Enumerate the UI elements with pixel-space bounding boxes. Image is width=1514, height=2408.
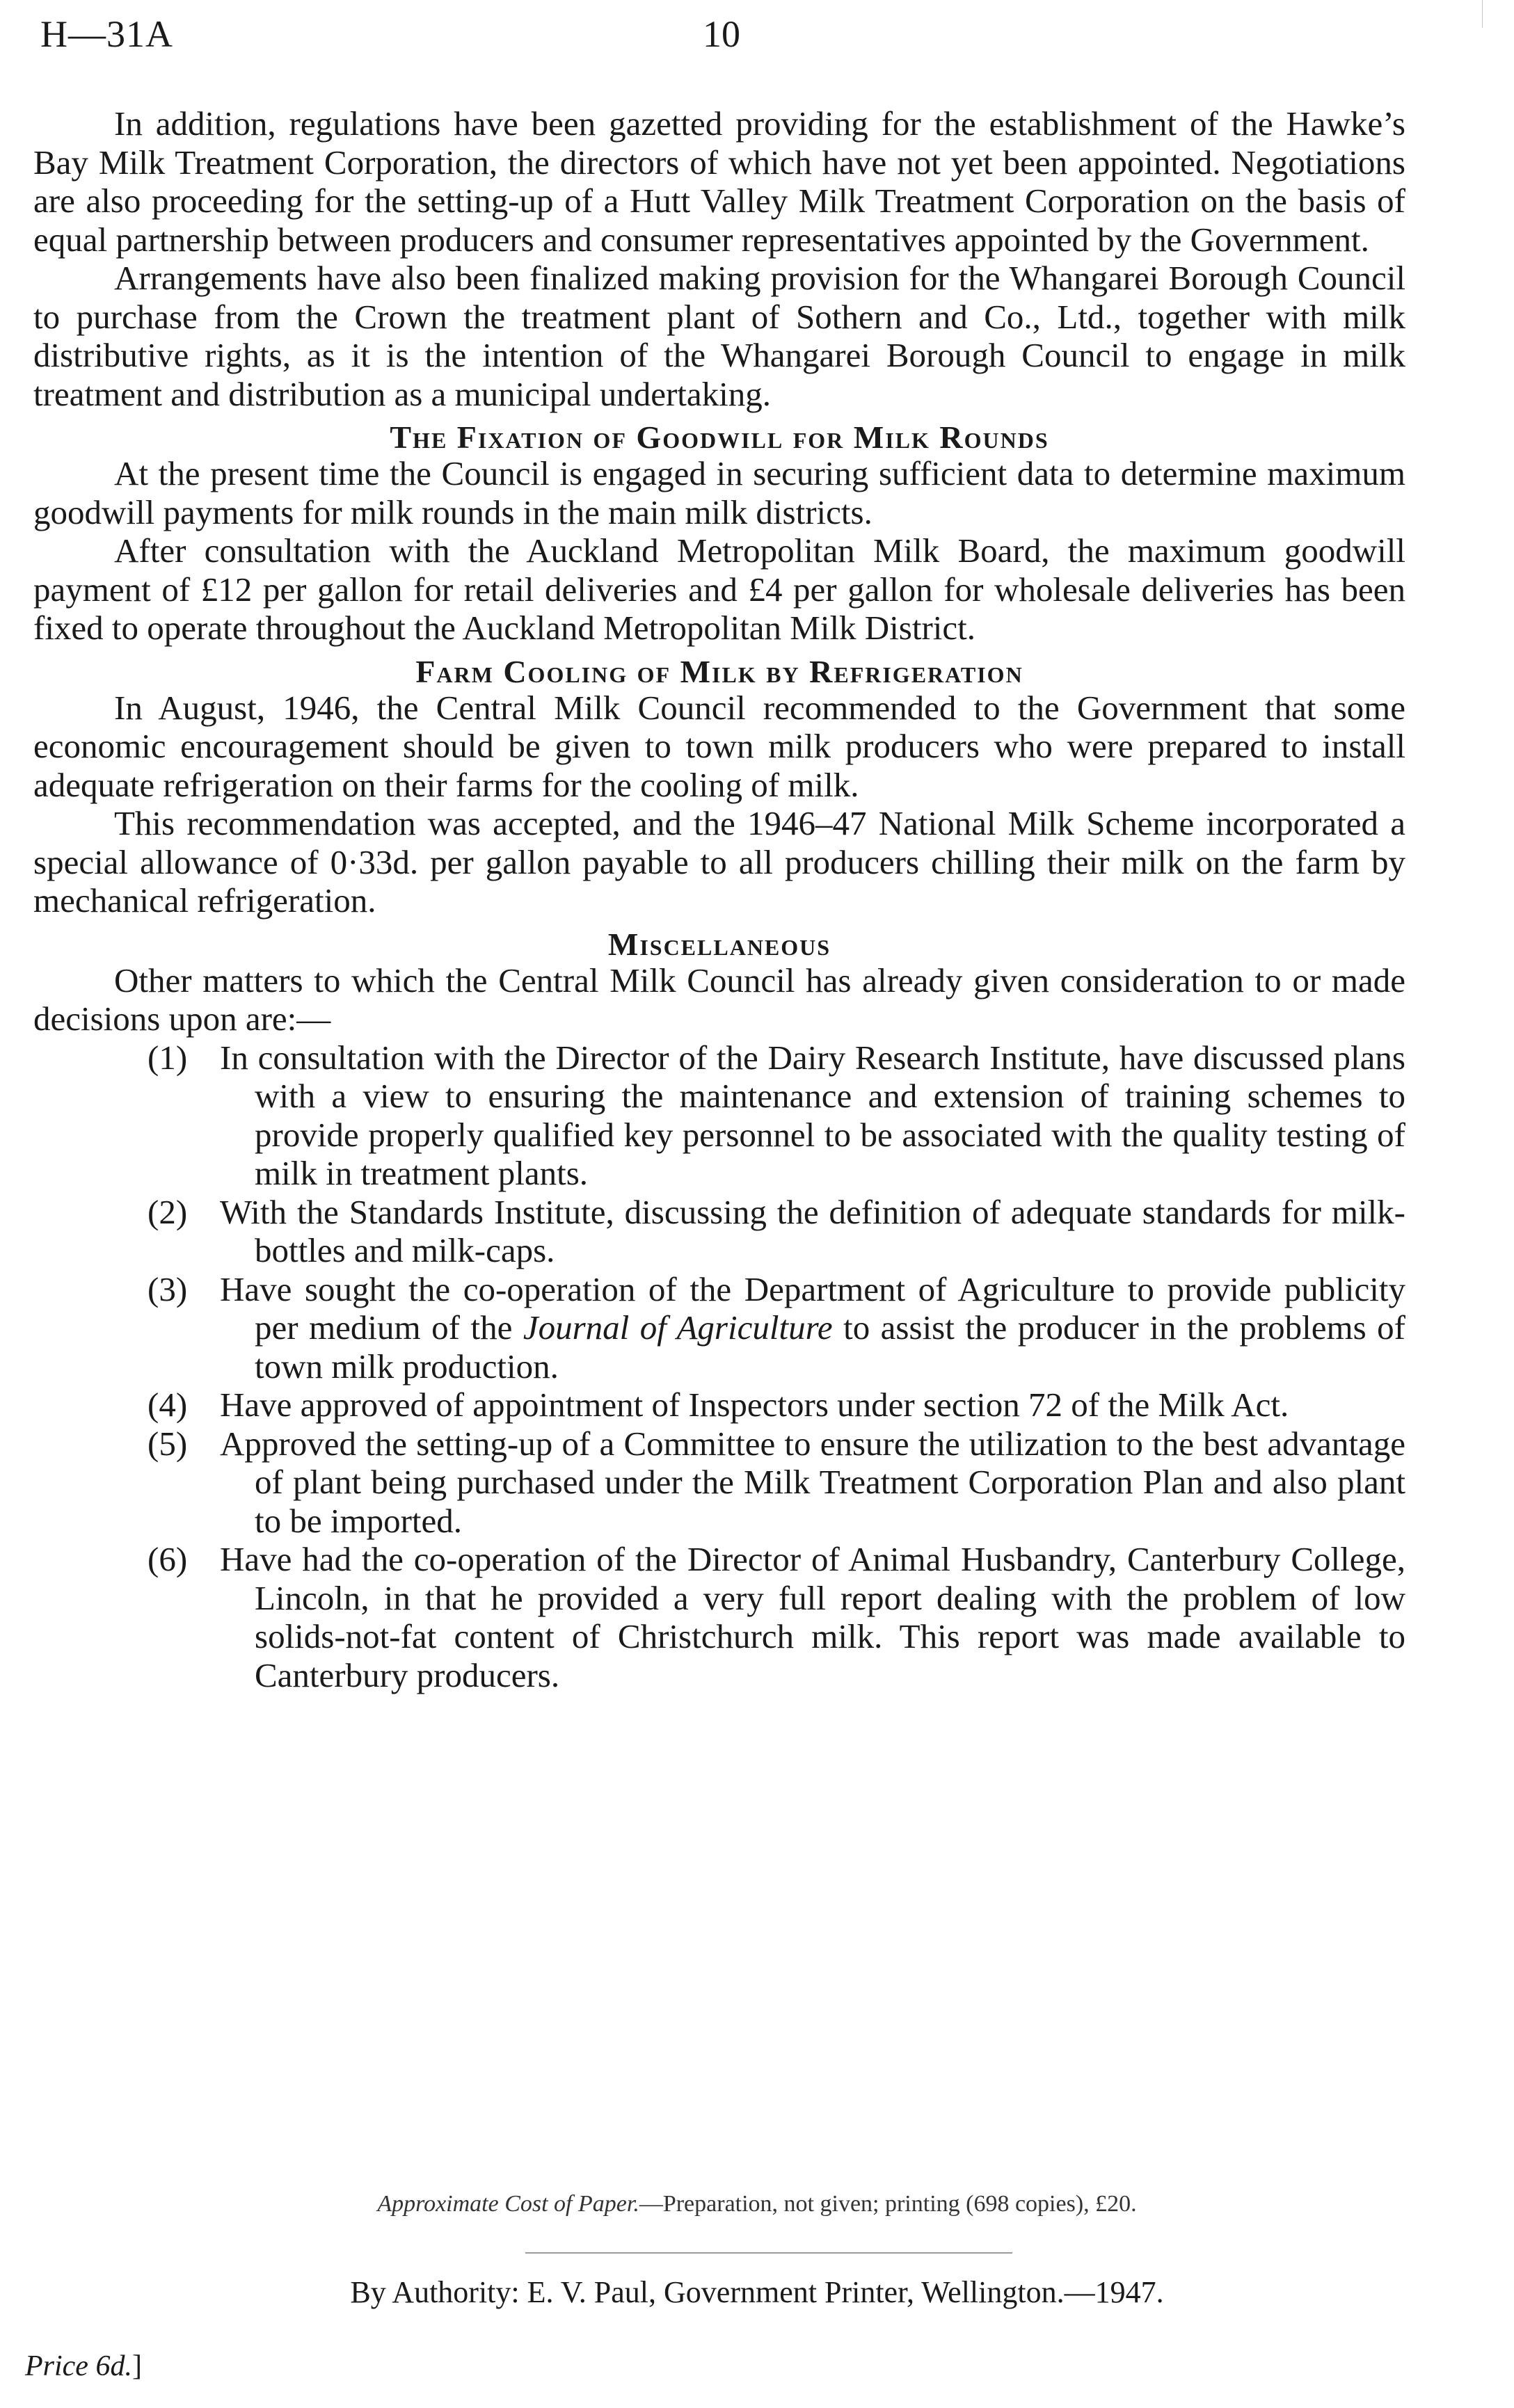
cost-of-paper-label: Approximate Cost of Paper. bbox=[377, 2191, 639, 2217]
list-item bbox=[67, 1424, 1405, 1541]
list-item bbox=[67, 1193, 1405, 1270]
price-label bbox=[25, 2350, 142, 2383]
list-item-text-before: Have sought the co-operation of the Department of Agriculture to provide publicity per medium of the bbox=[220, 1269, 1405, 1347]
list-item bbox=[67, 1038, 1405, 1193]
section-heading-goodwill: The Fixation of Goodwill for Milk Rounds bbox=[390, 419, 1049, 455]
scan-edge-mark bbox=[1482, 0, 1483, 28]
document-reference: H—31A bbox=[40, 13, 173, 55]
list-item bbox=[67, 1270, 1405, 1386]
list-item-text: Have approved of appointment of Inspectors under section 72 of the Milk Act. bbox=[220, 1386, 1289, 1424]
page-number: 10 bbox=[703, 13, 740, 55]
list-item-number: (5) bbox=[148, 1424, 188, 1463]
body-text bbox=[33, 104, 1405, 1694]
list-item-number: (2) bbox=[148, 1192, 188, 1231]
paragraph-hawkes-bay: In addition, regulations have been gazetted providing for the establishment of the Hawke’s Bay Milk Treatment Corporation, the directors of which have not yet been appointed. Negotiations are also proceeding for the setting-up of a Hutt Valley Milk Treatment Corporation on the basis of equal partnership between producers and consumer representatives appointed by the Government. bbox=[33, 104, 1405, 259]
paragraph-miscellaneous-intro: Other matters to which the Central Milk Council has already given consideration to or made decisions upon are:— bbox=[33, 961, 1405, 1038]
matters-list bbox=[33, 1038, 1405, 1695]
paragraph-goodwill-data: At the present time the Council is engaged in securing sufficient data to determine maximum goodwill payments for milk rounds in the main milk districts. bbox=[33, 454, 1405, 531]
cost-of-paper-text: —Preparation, not given; printing (698 copies), £20. bbox=[639, 2191, 1137, 2217]
list-item-number: (3) bbox=[148, 1269, 188, 1308]
section-heading-miscellaneous: Miscellaneous bbox=[607, 926, 831, 962]
list-item-text bbox=[220, 1270, 1405, 1386]
list-item-text-after: to assist the producer in the problems of town milk production. bbox=[255, 1308, 1405, 1386]
list-item-text: In consultation with the Director of the Dairy Research Institute, have discussed plans with a view to ensuring the maintenance and extension of training schemes to provide properly qualified key personnel to be associated with the quality testing of milk in treatment plants. bbox=[220, 1038, 1405, 1192]
cost-of-paper-note bbox=[0, 2191, 1514, 2217]
footer-divider bbox=[525, 2252, 1012, 2254]
list-item-number: (1) bbox=[148, 1038, 188, 1077]
list-item bbox=[67, 1540, 1405, 1694]
list-item-number: (6) bbox=[148, 1540, 188, 1578]
paragraph-whangarei: Arrangements have also been finalized making provision for the Whangarei Borough Council to purchase from the Crown the treatment plant of Sothern and Co., Ltd., together with milk distributive rights, as it is the intention of the Whangarei Borough Council to engage in milk treatment and distribution as a municipal undertaking. bbox=[33, 259, 1405, 413]
paragraph-goodwill-payment: After consultation with the Auckland Metropolitan Milk Board, the maximum goodwill payment of £12 per gallon for retail deliveries and £4 per gallon for wholesale deliveries has been fixed to operate throughout the Auckland Metropolitan Milk District. bbox=[33, 531, 1405, 647]
paragraph-cooling-allowance: This recommendation was accepted, and the 1946–47 National Milk Scheme incorporated a special allowance of 0·33d. per gallon payable to all producers chilling their milk on the farm by mechanical refrigeration. bbox=[33, 804, 1405, 920]
list-item bbox=[67, 1386, 1405, 1424]
journal-title: Journal of Agriculture bbox=[523, 1308, 833, 1347]
list-item-text: Approved the setting-up of a Committee to ensure the utilization to the best advantage of plant being purchased under the Milk Treatment Corporation Plan and also plant to be imported. bbox=[220, 1424, 1405, 1540]
price-bracket: ] bbox=[132, 2350, 142, 2382]
paragraph-cooling-recommendation: In August, 1946, the Central Milk Council recommended to the Government that some economic encouragement should be given to town milk producers who were prepared to install adequate refrigeration on their farms for the cooling of milk. bbox=[33, 688, 1405, 804]
list-item-text: With the Standards Institute, discussing the definition of adequate standards for milk-bottles and milk-caps. bbox=[220, 1192, 1405, 1269]
price-text: Price 6d. bbox=[25, 2350, 132, 2382]
printer-authority: By Authority: E. V. Paul, Government Printer, Wellington.—1947. bbox=[350, 2275, 1164, 2309]
list-item-text: Have had the co-operation of the Director of Animal Husbandry, Canterbury College, Lincoln, in that he provided a very full report dealing with the problem of low solids-not-fat content of Christchurch milk. This report was made available to Canterbury producers. bbox=[220, 1540, 1405, 1694]
section-heading-cooling: Farm Cooling of Milk by Refrigeration bbox=[415, 653, 1023, 689]
list-item-number: (4) bbox=[148, 1386, 188, 1424]
